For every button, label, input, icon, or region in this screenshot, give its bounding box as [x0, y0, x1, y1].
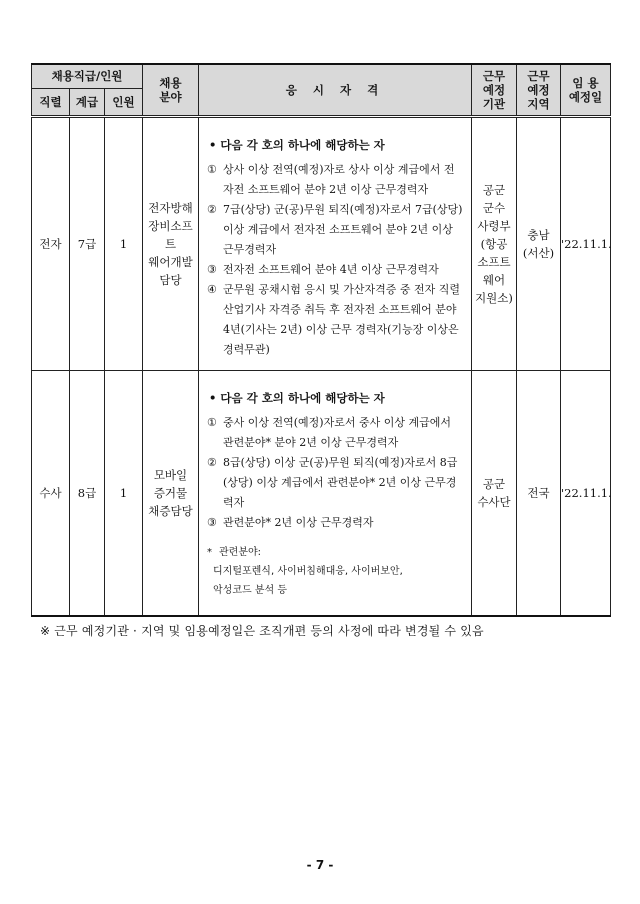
list-item: ① 상사 이상 전역(예정)자로 상사 이상 계급에서 전자전 소프트웨어 분야 2년 이상 근무경력자: [207, 162, 455, 196]
footnote: ※ 근무 예정기관 · 지역 및 임용예정일은 조직개편 등의 사정에 따라 변경될 수 있음: [40, 624, 484, 638]
header-grade: 계급: [70, 88, 105, 116]
cell-count: 1: [105, 370, 143, 616]
cell-grade: 8급: [70, 370, 105, 616]
cell-org: 공군 수사단: [472, 370, 517, 616]
cell-org: 공군 군수 사령부 (항공 소프트 웨어 지원소): [472, 116, 517, 370]
header-region: 근무 예정 지역: [517, 64, 561, 116]
list-item: ① 중사 이상 전역(예정)자로서 중사 이상 계급에서 관련분야* 분야 2년 이상 근무경력자: [207, 415, 451, 449]
cell-qualification: [199, 370, 472, 616]
cell-region: 전국: [517, 370, 561, 616]
header-count: 인원: [105, 88, 143, 116]
list-item: ③ 관련분야* 2년 이상 근무경력자: [207, 515, 374, 529]
table-row: [32, 370, 611, 616]
table-row: [32, 116, 611, 370]
list-item: ② 8급(상당) 이상 군(공)무원 퇴직(예정)자로서 8급(상당) 이상 계급에서 관련분야* 2년 이상 근무경력자: [207, 455, 458, 509]
header-org: 근무 예정 기관: [472, 64, 517, 116]
cell-date: '22.11.1.: [561, 116, 611, 370]
qualification-heading: • 다음 각 호의 하나에 해당하는 자: [209, 137, 385, 152]
header-field: 채용 분야: [143, 64, 199, 116]
header-date: 임 용 예정일: [561, 64, 611, 116]
cell-qualification: [199, 116, 472, 370]
cell-count: 1: [105, 116, 143, 370]
cell-field: 전자방해 장비소프트 웨어개발 담당: [143, 116, 199, 370]
header-recruit-group: 채용직급/인원: [32, 64, 143, 88]
cell-grade: 7급: [70, 116, 105, 370]
qualification-heading: • 다음 각 호의 하나에 해당하는 자: [209, 390, 385, 405]
cell-region: 충남 (서산): [517, 116, 561, 370]
recruitment-table: [31, 63, 611, 617]
list-item: ④ 군무원 공채시험 응시 및 가산자격증 중 전자 직렬 산업기사 자격증 취득 후 전자전 소프트웨어 분야 4년(기사는 2년) 이상 근무 경력자(기능장 이상은 경력무관): [207, 282, 460, 356]
cell-series: 전자: [32, 116, 70, 370]
list-item: ② 7급(상당) 군(공)무원 퇴직(예정)자로서 7급(상당) 이상 계급에서 전자전 소프트웨어 분야 2년 이상 근무경력자: [207, 202, 463, 256]
cell-field: 모바일 증거물 채증담당: [143, 370, 199, 616]
header-qualification: 응 시 자 격: [199, 64, 472, 116]
page-number: - 7 -: [306, 858, 334, 872]
cell-date: '22.11.1.: [561, 370, 611, 616]
header-series: 직렬: [32, 88, 70, 116]
related-field-note: * 관련분야: 디지털포렌식, 사이버침해대응, 사이버보안, 악성코드 분석 등: [207, 546, 403, 596]
list-item: ③ 전자전 소프트웨어 분야 4년 이상 근무경력자: [207, 262, 439, 276]
cell-series: 수사: [32, 370, 70, 616]
